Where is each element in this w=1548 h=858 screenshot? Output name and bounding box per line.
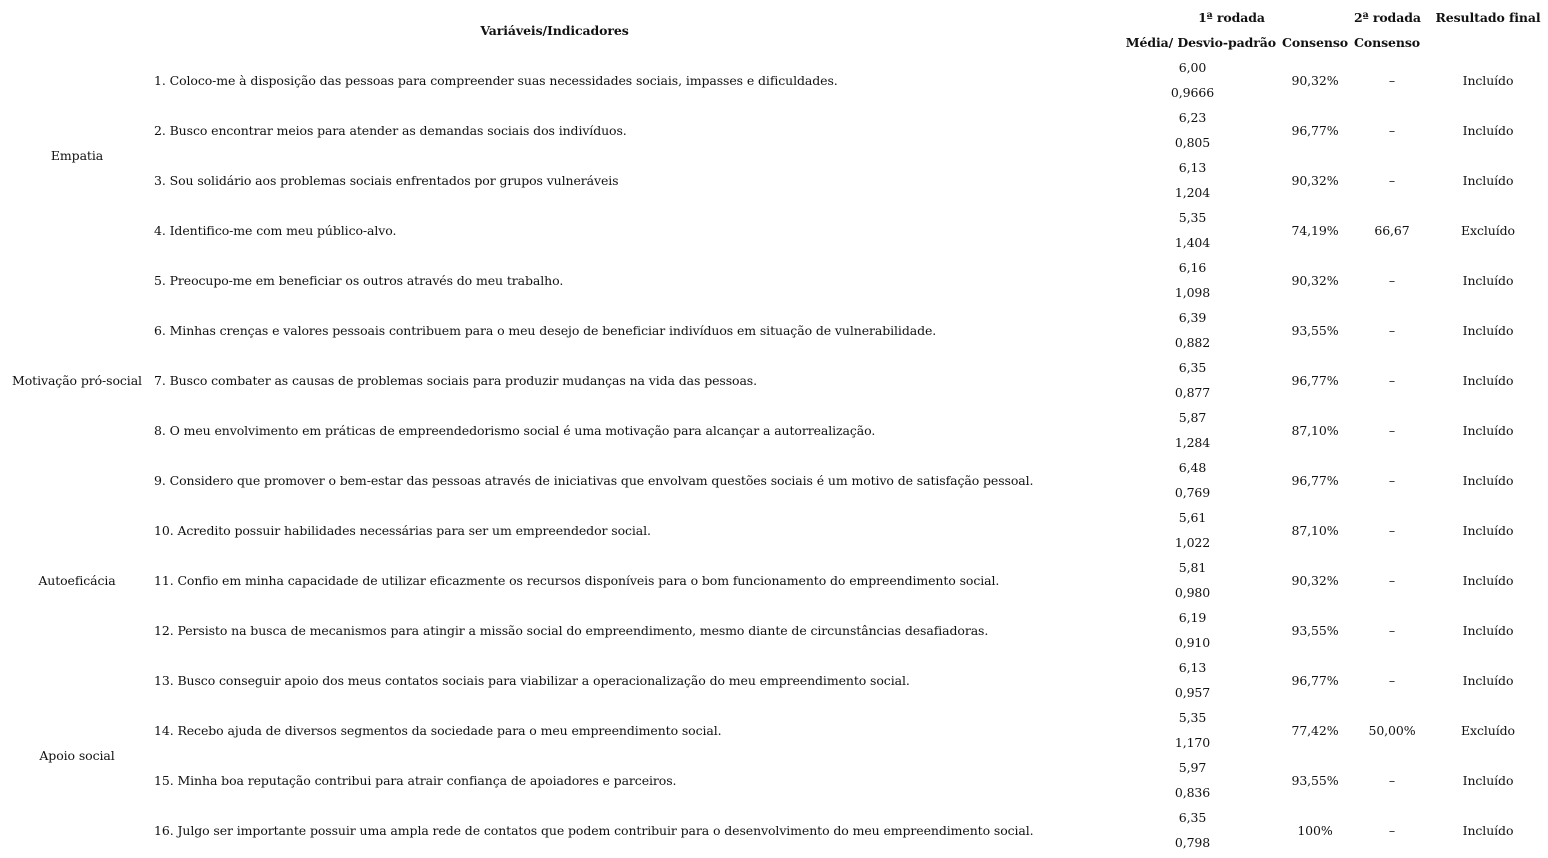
final-result: Incluído [1462,322,1514,338]
consensus-round-2: – [1388,622,1396,638]
sd-value: 1,204 [1174,185,1211,200]
header-round-2: 2ª rodada [1354,10,1421,25]
indicator-text: 7. Busco combater as causas de problemas sociais para produzir mudanças na vida das pessoas. [154,372,757,388]
indicator-text: 11. Confio em minha capacidade de utilizar eficazmente os recursos disponíveis para o bom funcionamento do empreendimento social. [154,572,1000,588]
indicator-text: 15. Minha boa reputação contribui para atrair confiança de apoiadores e parceiros. [154,772,677,788]
consensus-round-2: – [1388,772,1396,788]
sd-value: 0,980 [1174,585,1211,600]
header-consensus-round-2: Consenso [1354,35,1421,50]
indicator-text: 13. Busco conseguir apoio dos meus contatos sociais para viabilizar a operacionalização do meu empreendimento social. [154,672,910,688]
sd-value: 0,882 [1174,335,1211,350]
table-row [0,205,1546,230]
indicator-text: 9. Considero que promover o bem-estar das pessoas através de iniciativas que envolvam questões sociais é um motivo de satisfação pessoal. [154,472,1034,488]
table-row [0,705,1546,730]
indicator-text: 6. Minhas crenças e valores pessoais contribuem para o meu desejo de beneficiar indivíduos em situação de vulnerabilidade. [154,322,937,338]
consensus-round-2: – [1388,172,1396,188]
sd-value: 0,957 [1174,685,1211,700]
header-variables-indicators: Variáveis/Indicadores [480,22,629,38]
mean-value: 6,13 [1178,660,1207,675]
mean-value: 5,35 [1178,210,1207,225]
consensus-round-1: 96,77% [1291,122,1339,138]
table-row [0,355,1546,380]
header-mean-sd: Média/ Desvio-padrão [1125,35,1276,50]
table-row [0,805,1546,830]
sd-value: 0,798 [1174,835,1211,850]
consensus-round-2: 66,67 [1374,222,1410,238]
sd-value: 1,284 [1174,435,1211,450]
table-row [0,555,1546,580]
final-result: Incluído [1462,822,1514,838]
consensus-round-2: – [1388,122,1396,138]
final-result: Incluído [1462,272,1514,288]
results-table [0,5,1546,855]
table-row [0,455,1546,480]
table-row [0,155,1546,180]
table-row [0,305,1546,330]
sd-value: 0,9666 [1170,85,1215,100]
mean-value: 6,13 [1178,160,1207,175]
consensus-round-1: 93,55% [1291,322,1339,338]
consensus-round-1: 93,55% [1291,622,1339,638]
variable-group-label: Empatia [50,147,104,163]
consensus-round-2: – [1388,272,1396,288]
final-result: Incluído [1462,172,1514,188]
consensus-round-1: 93,55% [1291,772,1339,788]
consensus-round-1: 90,32% [1291,172,1339,188]
mean-value: 6,00 [1178,60,1207,75]
consensus-round-1: 87,10% [1291,422,1339,438]
table-row [0,55,1546,80]
indicator-text: 5. Preocupo-me em beneficiar os outros através do meu trabalho. [154,272,564,288]
indicator-text: 10. Acredito possuir habilidades necessárias para ser um empreendedor social. [154,522,651,538]
variable-group-label: Apoio social [39,747,115,763]
mean-value: 6,23 [1178,110,1207,125]
final-result: Incluído [1462,522,1514,538]
indicator-text: 12. Persisto na busca de mecanismos para atingir a missão social do empreendimento, mesmo diante de circunstâncias desafiadoras. [154,622,989,638]
consensus-round-2: – [1388,522,1396,538]
table-row [0,105,1546,130]
consensus-round-2: 50,00% [1368,722,1416,738]
table-row [0,405,1546,430]
sd-value: 1,170 [1174,735,1211,750]
table-row [0,655,1546,680]
consensus-round-1: 96,77% [1291,672,1339,688]
final-result: Excluído [1461,222,1515,238]
consensus-round-1: 90,32% [1291,572,1339,588]
final-result: Incluído [1462,372,1514,388]
consensus-round-1: 87,10% [1291,522,1339,538]
mean-value: 6,35 [1178,810,1207,825]
final-result: Incluído [1462,572,1514,588]
mean-value: 6,19 [1178,610,1207,625]
indicator-text: 1. Coloco-me à disposição das pessoas para compreender suas necessidades sociais, impasses e dificuldades. [154,72,838,88]
consensus-round-2: – [1388,672,1396,688]
consensus-round-1: 90,32% [1291,72,1339,88]
sd-value: 1,022 [1174,535,1211,550]
mean-value: 5,87 [1178,410,1207,425]
indicator-text: 8. O meu envolvimento em práticas de empreendedorismo social é uma motivação para alcançar a autorrealização. [154,422,876,438]
table-row [0,255,1546,280]
table-body [0,55,1546,855]
consensus-round-1: 100% [1297,822,1333,838]
table-row [0,605,1546,630]
consensus-round-2: – [1388,422,1396,438]
consensus-round-2: – [1388,72,1396,88]
consensus-round-1: 74,19% [1291,222,1339,238]
consensus-round-1: 96,77% [1291,372,1339,388]
final-result: Incluído [1462,122,1514,138]
consensus-round-1: 90,32% [1291,272,1339,288]
sd-value: 0,805 [1174,135,1211,150]
indicator-text: 3. Sou solidário aos problemas sociais enfrentados por grupos vulneráveis [154,172,619,188]
indicator-text: 2. Busco encontrar meios para atender as demandas sociais dos indivíduos. [154,122,627,138]
header-consensus-round-1: Consenso [1281,35,1349,50]
final-result: Excluído [1461,722,1515,738]
consensus-round-2: – [1388,372,1396,388]
indicator-text: 14. Recebo ajuda de diversos segmentos da sociedade para o meu empreendimento social. [154,722,722,738]
final-result: Incluído [1462,472,1514,488]
mean-value: 5,81 [1178,560,1207,575]
consensus-round-2: – [1388,322,1396,338]
mean-value: 6,16 [1178,260,1207,275]
sd-value: 0,836 [1174,785,1211,800]
sd-value: 0,910 [1174,635,1211,650]
consensus-round-2: – [1388,472,1396,488]
table-row [0,505,1546,530]
consensus-round-1: 96,77% [1291,472,1339,488]
table-row [0,755,1546,780]
mean-value: 6,35 [1178,360,1207,375]
mean-value: 6,39 [1178,310,1207,325]
final-result: Incluído [1462,772,1514,788]
sd-value: 1,404 [1174,235,1211,250]
consensus-round-2: – [1388,572,1396,588]
final-result: Incluído [1462,622,1514,638]
indicator-text: 4. Identifico-me com meu público-alvo. [154,222,397,238]
variable-group-label: Motivação pró-social [12,372,142,388]
header-final-result: Resultado final [1435,10,1541,25]
consensus-round-2: – [1388,822,1396,838]
final-result: Incluído [1462,422,1514,438]
mean-value: 5,35 [1178,710,1207,725]
final-result: Incluído [1462,72,1514,88]
header-round-1: 1ª rodada [1198,10,1265,25]
consensus-round-1: 77,42% [1291,722,1339,738]
variable-group-label: Autoeficácia [38,572,116,588]
mean-value: 6,48 [1178,460,1207,475]
sd-value: 0,877 [1174,385,1211,400]
sd-value: 1,098 [1174,285,1211,300]
sd-value: 0,769 [1174,485,1211,500]
indicator-text: 16. Julgo ser importante possuir uma ampla rede de contatos que podem contribuir para o desenvolvimento do meu empreendimento social. [154,822,1034,838]
table-header [0,5,1546,55]
mean-value: 5,61 [1178,510,1207,525]
header-empty [1430,30,1546,55]
final-result: Incluído [1462,672,1514,688]
mean-value: 5,97 [1178,760,1207,775]
